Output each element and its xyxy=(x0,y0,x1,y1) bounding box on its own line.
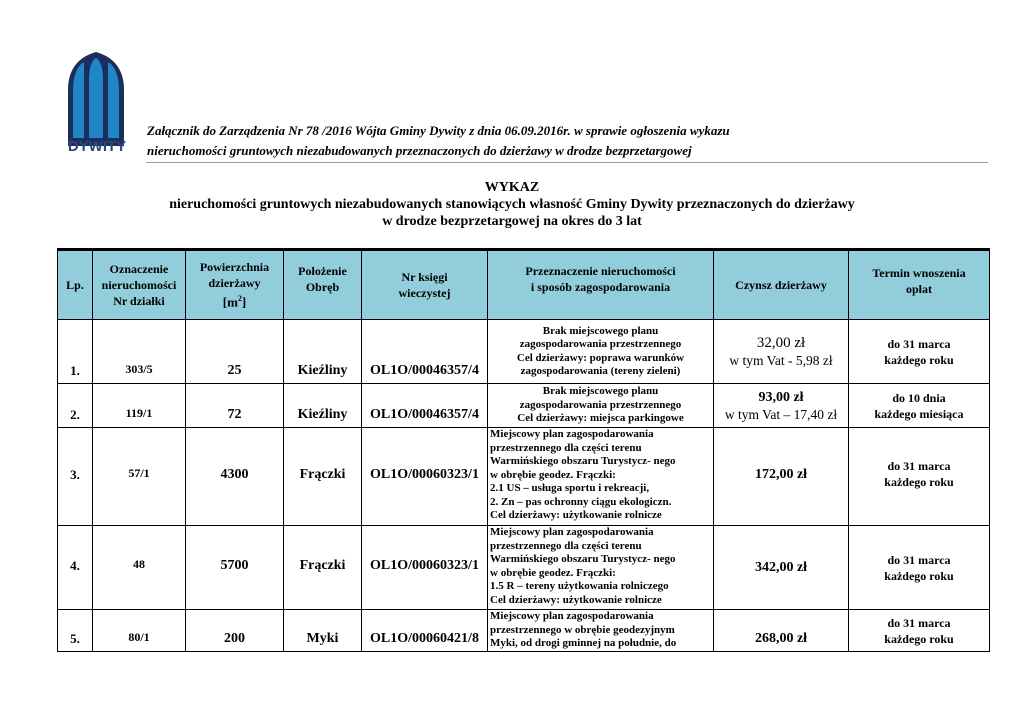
table-header-row xyxy=(58,250,990,320)
cell-purpose: Miejscowy plan zagospodarowania przestrzennego dla części terenu Warmińskiego obszaru Turystycz- nego w obrębie geodez. Frączki: 2.1 US – usługa sportu i rekreacji, 2. Zn – pas ochronny ciągu ekologiczn. Cel dzierżawy: użytkowanie rolnicze xyxy=(488,428,714,526)
table-row xyxy=(58,610,990,652)
document-title xyxy=(0,179,1024,230)
cell-lp: 1. xyxy=(58,320,93,384)
cell-term: do 31 marca każdego roku xyxy=(849,320,990,384)
header-area: Powierzchnia dzierżawy $[m^2]$ xyxy=(186,250,284,320)
cell-lp: 2. xyxy=(58,384,93,428)
cell-lp: 5. xyxy=(58,610,93,652)
title-line-1: WYKAZ xyxy=(484,180,540,195)
cell-area: 72 xyxy=(186,384,284,428)
table-row xyxy=(58,428,990,526)
table-row xyxy=(58,320,990,384)
cell-lot: 119/1 xyxy=(93,384,186,428)
cell-term: do 31 marca każdego roku xyxy=(849,428,990,526)
lease-table xyxy=(57,248,990,652)
cell-rent: 32,00 zł w tym Vat - 5,98 zł xyxy=(714,320,849,384)
cell-obreb: Kieźliny xyxy=(284,384,362,428)
cell-lot: 57/1 xyxy=(93,428,186,526)
logo-wordmark: DYWITY xyxy=(67,138,127,155)
cell-obreb: Frączki xyxy=(284,428,362,526)
cell-obreb: Myki xyxy=(284,610,362,652)
header-lp: Lp. xyxy=(58,250,93,320)
title-line-3: w drodze bezprzetargowej na okres do 3 lat xyxy=(382,214,642,229)
header-purpose: Przeznaczenie nieruchomości i sposób zagospodarowania xyxy=(488,250,714,320)
header-rent: Czynsz dzierżawy xyxy=(714,250,849,320)
cell-rent: 93,00 zł w tym Vat – 17,40 zł xyxy=(714,384,849,428)
cell-area: 4300 xyxy=(186,428,284,526)
cell-purpose: Brak miejscowego planu zagospodarowania przestrzennego Cel dzierżawy: poprawa warunków zagospodarowania (tereny zieleni) xyxy=(488,320,714,384)
cell-land-register: OL1O/00060421/8 xyxy=(362,610,488,652)
cell-rent: 172,00 zł xyxy=(714,428,849,526)
subheading-line-1: Załącznik do Zarządzenia Nr 78 /2016 Wójta Gminy Dywity z dnia 06.09.2016r. w sprawie ogłoszenia wykazu xyxy=(147,123,730,138)
title-line-2: nieruchomości gruntowych niezabudowanych stanowiących własność Gminy Dywity przeznaczonych do dzierżawy xyxy=(169,197,855,212)
cell-purpose: Brak miejscowego planu zagospodarowania przestrzennego Cel dzierżawy: miejsca parkingowe xyxy=(488,384,714,428)
cell-lp: 3. xyxy=(58,428,93,526)
cell-rent: 268,00 zł xyxy=(714,610,849,652)
subheading-line-2: nieruchomości gruntowych niezabudowanych przeznaczonych do dzierżawy w drodze bezprzetargowej xyxy=(147,143,692,158)
cell-land-register: OL1O/00046357/4 xyxy=(362,320,488,384)
cell-obreb: Frączki xyxy=(284,526,362,610)
cell-area: 200 xyxy=(186,610,284,652)
cell-term: do 31 marca każdego roku xyxy=(849,526,990,610)
cell-lot: 303/5 xyxy=(93,320,186,384)
cell-lp: 4. xyxy=(58,526,93,610)
cell-land-register: OL1O/00060323/1 xyxy=(362,526,488,610)
cell-area: 5700 xyxy=(186,526,284,610)
cell-purpose: Miejscowy plan zagospodarowania przestrzennego dla części terenu Warmińskiego obszaru Turystycz- nego w obrębie geodez. Frączki: 1.5 R – tereny użytkowania rolniczego Cel dzierżawy: użytkowanie rolnicze xyxy=(488,526,714,610)
cell-rent: 342,00 zł xyxy=(714,526,849,610)
cell-lot: 80/1 xyxy=(93,610,186,652)
cell-land-register: OL1O/00060323/1 xyxy=(362,428,488,526)
table-row xyxy=(58,384,990,428)
cell-term: do 31 marca każdego roku xyxy=(849,610,990,652)
header-term: Termin wnoszenia opłat xyxy=(849,250,990,320)
document-subheading xyxy=(147,121,807,161)
cell-purpose: Miejscowy plan zagospodarowania przestrzennego w obrębie geodezyjnym Myki, od drogi gminnej na południe, do xyxy=(488,610,714,652)
cell-term: do 10 dnia każdego miesiąca xyxy=(849,384,990,428)
cell-land-register: OL1O/00046357/4 xyxy=(362,384,488,428)
cell-obreb: Kieźliny xyxy=(284,320,362,384)
table-row xyxy=(58,526,990,610)
header-divider xyxy=(146,162,988,163)
header-lot: Oznaczenie nieruchomości Nr działki xyxy=(93,250,186,320)
cell-area: 25 xyxy=(186,320,284,384)
cell-lot: 48 xyxy=(93,526,186,610)
header-land-register: Nr księgi wieczystej xyxy=(362,250,488,320)
header-location: Położenie Obręb xyxy=(284,250,362,320)
